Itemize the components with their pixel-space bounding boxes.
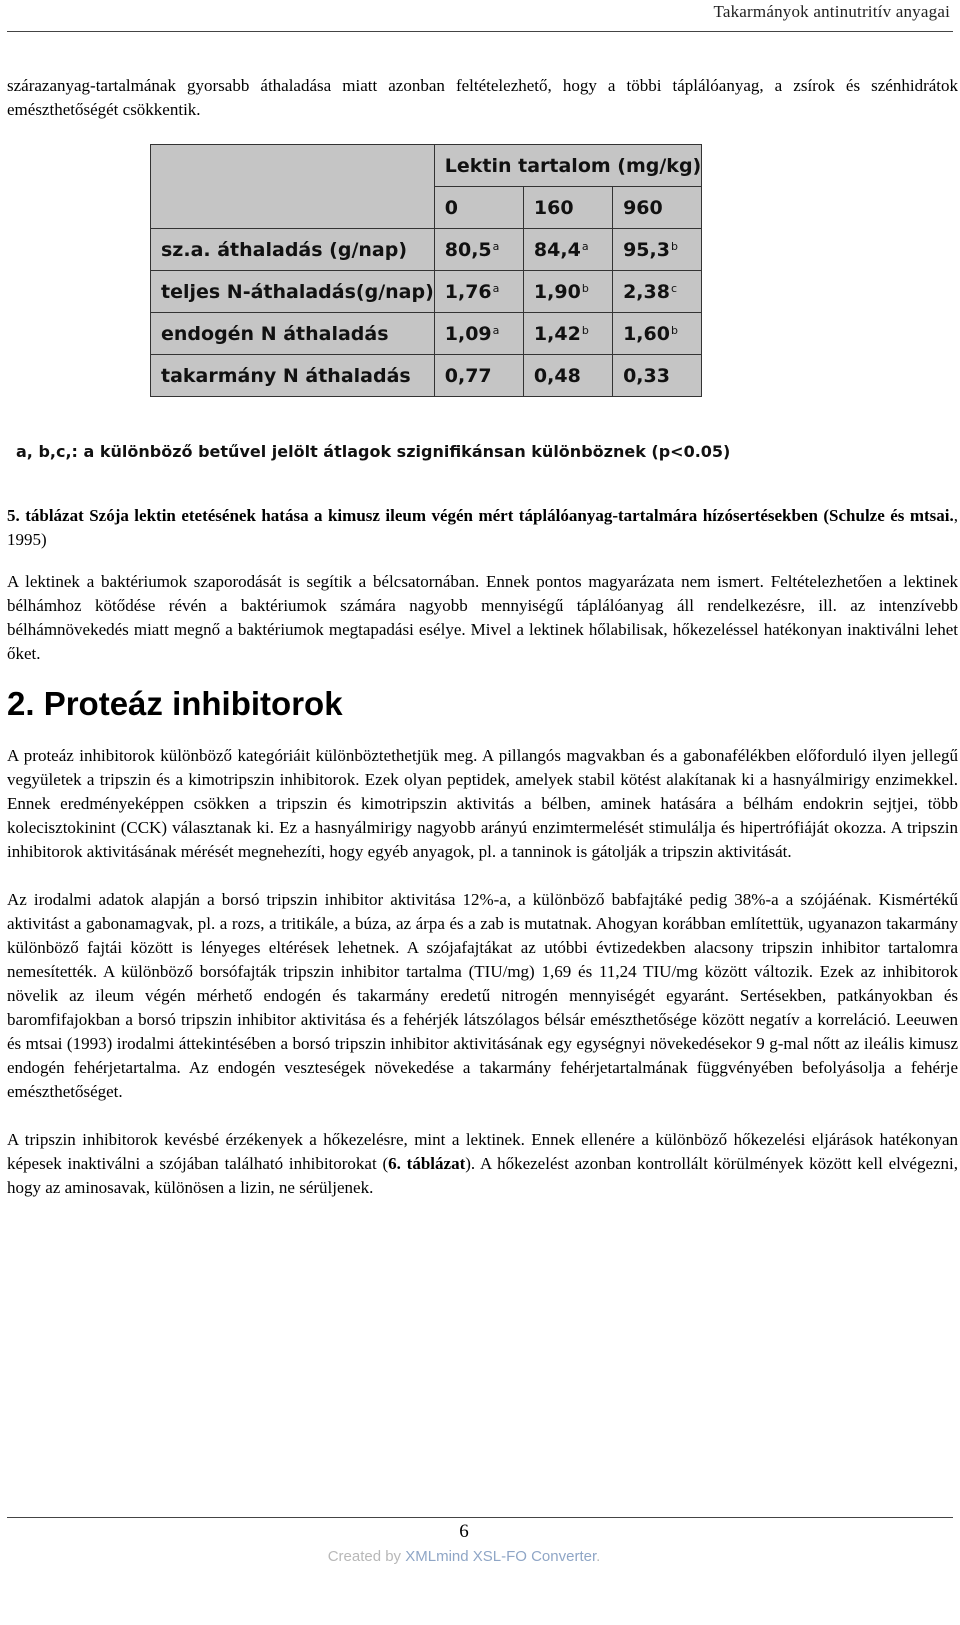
- table-cell: [434, 355, 523, 397]
- table-row-label: teljes N-áthaladás(g/nap): [151, 271, 435, 313]
- table-cell: [434, 313, 523, 355]
- table-cell: [613, 271, 702, 313]
- table-reference: 6. táblázat: [388, 1154, 466, 1173]
- significance-letter: a: [581, 239, 589, 253]
- table-level-cell: [434, 187, 523, 229]
- table-caption: [7, 504, 958, 552]
- significance-letter: c: [670, 281, 678, 295]
- protease-paragraph-1: A proteáz inhibitorok különböző kategóriáit különböztethetjük meg. A pillangós magvakban és a gabonafélékben előforduló ilyen jellegű vegyületek a tripszin és a kimotripszin inhibitorok. Ezek olyan peptidek, amelyek stabil kötést alakítanak ki a hasnyálmirigy enzimekkel. Ennek eredményeképpen csökken a tripszin és kimotripszin aktivitás a bélben, aminek hatására a bélhám endokrin sejtjei, több kolecisztokinint (CCK) választanak ki. Ez a hasnyálmirigy nagyobb arányú enzimtermelését stimulálja és hipertrófiáját okozza. A tripszin inhibitorok aktivitásának mérését megnehezíti, hogy egyéb anyagok, pl. a tanninok is gátolják a tripszin aktivitását.: [7, 746, 958, 861]
- table-cell: [523, 355, 612, 397]
- lectin-paragraph: A lektinek a baktériumok szaporodását is segítik a bélcsatornában. Ennek pontos magyarázata nem ismert. Feltételezhetően a lektinek bélhámhoz kötődése révén a baktériumok számára nagyobb mennyiségű táplálóanyag áll rendelkezésre, ill. az intenzívebb bélhámnövekedés miatt megnő a baktériumok megtapadási esélye. Mivel a lektinek hőlabilisak, hőkezeléssel hatékonyan inaktiválni lehet őket.: [7, 572, 958, 663]
- cell-value: 2,38: [623, 280, 670, 303]
- table-footnote: a, b,c,: a különböző betűvel jelölt átlagok szignifikánsan különböznek (p<0.05): [16, 442, 731, 461]
- caption-bold-text: 5. táblázat Szója lektin etetésének hatása a kimusz ileum végén mért táplálóanyag-tartalmára hízósertésekben (Schulze és mtsai.: [7, 506, 954, 525]
- table-row: [151, 229, 702, 271]
- header-divider: [7, 31, 953, 32]
- significance-letter: b: [670, 239, 678, 253]
- cell-value: 1,09: [444, 322, 492, 345]
- table-row-label: takarmány N áthaladás: [151, 355, 435, 397]
- table-level-value: 960: [623, 196, 663, 219]
- paragraph-text: ). A hőkezelést azonban kontrollált körülmények között kell elvégezni, hogy az aminosavak, különösen a lizin, ne sérüljenek.: [7, 1154, 959, 1197]
- lectin-table-figure: [7, 144, 958, 504]
- significance-letter: b: [670, 323, 678, 337]
- cell-value: 0,33: [623, 364, 670, 387]
- caption-year: , 1995): [7, 506, 958, 549]
- credit-suffix: .: [596, 1548, 601, 1565]
- table-levels-row: [151, 187, 702, 229]
- table-cell: [613, 229, 702, 271]
- table-row: [151, 313, 702, 355]
- significance-letter: a: [492, 281, 500, 295]
- running-header: Takarmányok antinutritív anyagai: [713, 2, 950, 21]
- page-number: 6: [459, 1521, 469, 1542]
- table-corner-cell: [151, 145, 435, 187]
- footer-divider: [7, 1517, 953, 1518]
- protease-paragraph-3: [7, 1128, 958, 1200]
- significance-letter: b: [581, 323, 589, 337]
- paragraph-text: A tripszin inhibitorok kevésbé érzékenyek a hőkezelésre, mint a lektinek. Ennek ellenére a különböző hőkezelési eljárások hatékonyan képesek inaktiválni a szójában található inhibitorokat (: [7, 1130, 958, 1173]
- cell-value: 1,76: [444, 280, 492, 303]
- table-cell: [613, 313, 702, 355]
- credit-prefix: Created by: [327, 1548, 406, 1565]
- table-level-cell: [613, 187, 702, 229]
- table-row-label: sz.a. áthaladás (g/nap): [151, 229, 435, 271]
- table-column-header: Lektin tartalom (mg/kg): [434, 145, 701, 187]
- significance-letter: a: [492, 239, 500, 253]
- cell-value: 95,3: [623, 238, 670, 261]
- table-cell: [523, 313, 612, 355]
- table-cell: [523, 271, 612, 313]
- table-cell: [523, 229, 612, 271]
- cell-value: 1,42: [533, 322, 581, 345]
- table-row: [151, 271, 702, 313]
- cell-value: 80,5: [444, 238, 492, 261]
- cell-value: 84,4: [533, 238, 581, 261]
- significance-letter: a: [492, 323, 500, 337]
- table-level-value: 0: [444, 196, 458, 219]
- protease-paragraph-2: Az irodalmi adatok alapján a borsó tripszin inhibitor aktivitása 12%-a, a különböző babfajtáké pedig 38%-a a szójáénak. Kismértékű aktivitást a gabonamagvak, pl. a rozs, a tritikále, a búza, az árpa és a zab is mutatnak. Ahogyan korábban említettük, ugyanazon takarmány különböző fajtái között is lényeges eltérések lehetnek. A szójafajtákat az utóbbi évtizedekben alacsony tripszin inhibitor tartalomra nemesítették. A különböző borsófajták tripszin inhibitor tartalma (TIU/mg) 1,69 és 11,24 TIU/mg között változik. Ezek az inhibitorok növelik az ileum végén mérhető endogén és takarmány eredetű nitrogén mennyiségét egyaránt. Sertésekben, patkányokban és baromfifajokban a borsó tripszin inhibitor aktivitása és a fehérjék látszólagos bélsár emészthetősége között negatív a korreláció. Leeuwen és mtsai (1993) irodalmi áttekintésében a borsó tripszin inhibitor aktivitásának egy egységnyi növekedésekor 9 g-mal nőtt az ileális kimusz endogén fehérjetartalma. Az endogén veszteségek növekedése a takarmány fehérjetartalmának függvényében befolyásolja a fehérje emészthetőséget.: [7, 890, 958, 1101]
- table-cell: [434, 229, 523, 271]
- page-content: [7, 74, 958, 1200]
- cell-value: 0,48: [533, 364, 581, 387]
- significance-letter: b: [581, 281, 589, 295]
- table-corner-cell: [151, 187, 435, 229]
- table-row-label: endogén N áthaladás: [151, 313, 435, 355]
- cell-value: 1,90: [533, 280, 581, 303]
- table-level-value: 160: [533, 196, 574, 219]
- table-cell: [434, 271, 523, 313]
- converter-credit: [0, 1548, 928, 1565]
- table-header-row: [151, 145, 702, 187]
- cell-value: 1,60: [623, 322, 670, 345]
- table-level-cell: [523, 187, 612, 229]
- cell-value: 0,77: [444, 364, 492, 387]
- section-title: 2. Proteáz inhibitorok: [7, 685, 343, 722]
- table-cell: [613, 355, 702, 397]
- lectin-table: [150, 144, 702, 397]
- table-row: [151, 355, 702, 397]
- intro-paragraph: szárazanyag-tartalmának gyorsabb áthaladása miatt azonban feltételezhető, hogy a többi táplálóanyag, a zsírok és szénhidrátok emészthetőségét csökkentik.: [7, 76, 958, 119]
- credit-brand: XMLmind XSL-FO Converter: [405, 1548, 597, 1565]
